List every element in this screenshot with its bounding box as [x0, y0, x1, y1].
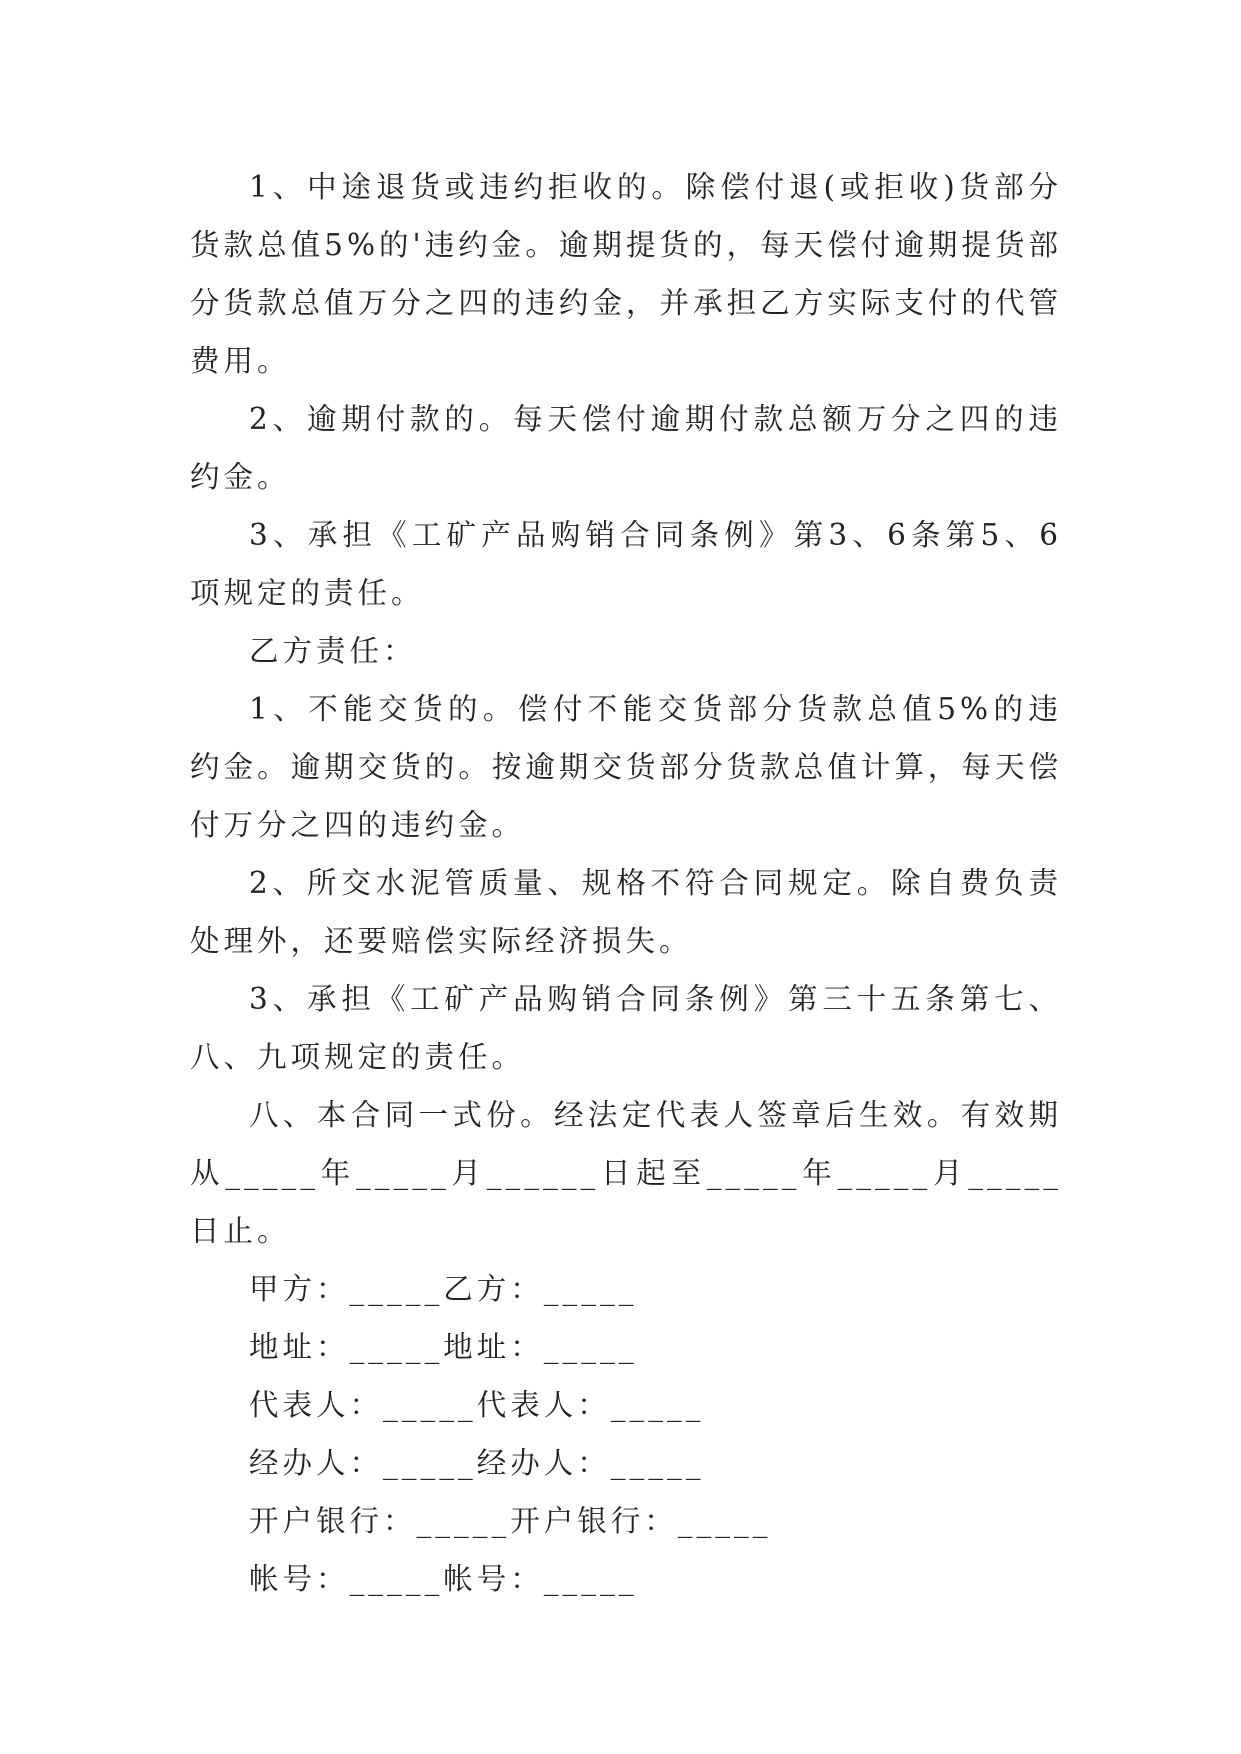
- seller-liability-clause-1: 1、不能交货的。偿付不能交货部分货款总值5%的违约金。逾期交货的。按逾期交货部分货款总值计算，每天偿付万分之四的违约金。: [190, 692, 1062, 842]
- seller-liability-clause-3: 3、承担《工矿产品购销合同条例》第三十五条第七、八、九项规定的责任。: [190, 982, 1062, 1074]
- signature-line-account: 帐号：_____帐号：_____: [249, 1562, 638, 1596]
- signature-line-handler: 经办人：_____经办人：_____: [249, 1446, 705, 1480]
- document-body: [190, 158, 1062, 1608]
- seller-liability-heading: 乙方责任：: [249, 634, 417, 668]
- signature-line-party: 甲方：_____乙方：_____: [249, 1272, 638, 1306]
- signature-line-representative: 代表人：_____代表人：_____: [249, 1388, 705, 1422]
- buyer-liability-clause-2: 2、逾期付款的。每天偿付逾期付款总额万分之四的违约金。: [190, 402, 1062, 494]
- contract-validity-clause: 八、本合同一式份。经法定代表人签章后生效。有效期从_____年_____月______日起至_____年_____月_____日止。: [190, 1098, 1062, 1248]
- signature-line-bank: 开户银行：_____开户银行：_____: [249, 1504, 772, 1538]
- buyer-liability-clause-1: 1、中途退货或违约拒收的。除偿付退(或拒收)货部分货款总值5%的'违约金。逾期提货的，每天偿付逾期提货部分货款总值万分之四的违约金，并承担乙方实际支付的代管费用。: [190, 170, 1062, 378]
- signature-line-address: 地址：_____地址：_____: [249, 1330, 638, 1364]
- seller-liability-clause-2: 2、所交水泥管质量、规格不符合同规定。除自费负责处理外，还要赔偿实际经济损失。: [190, 866, 1062, 958]
- buyer-liability-clause-3: 3、承担《工矿产品购销合同条例》第3、6条第5、6项规定的责任。: [190, 518, 1062, 610]
